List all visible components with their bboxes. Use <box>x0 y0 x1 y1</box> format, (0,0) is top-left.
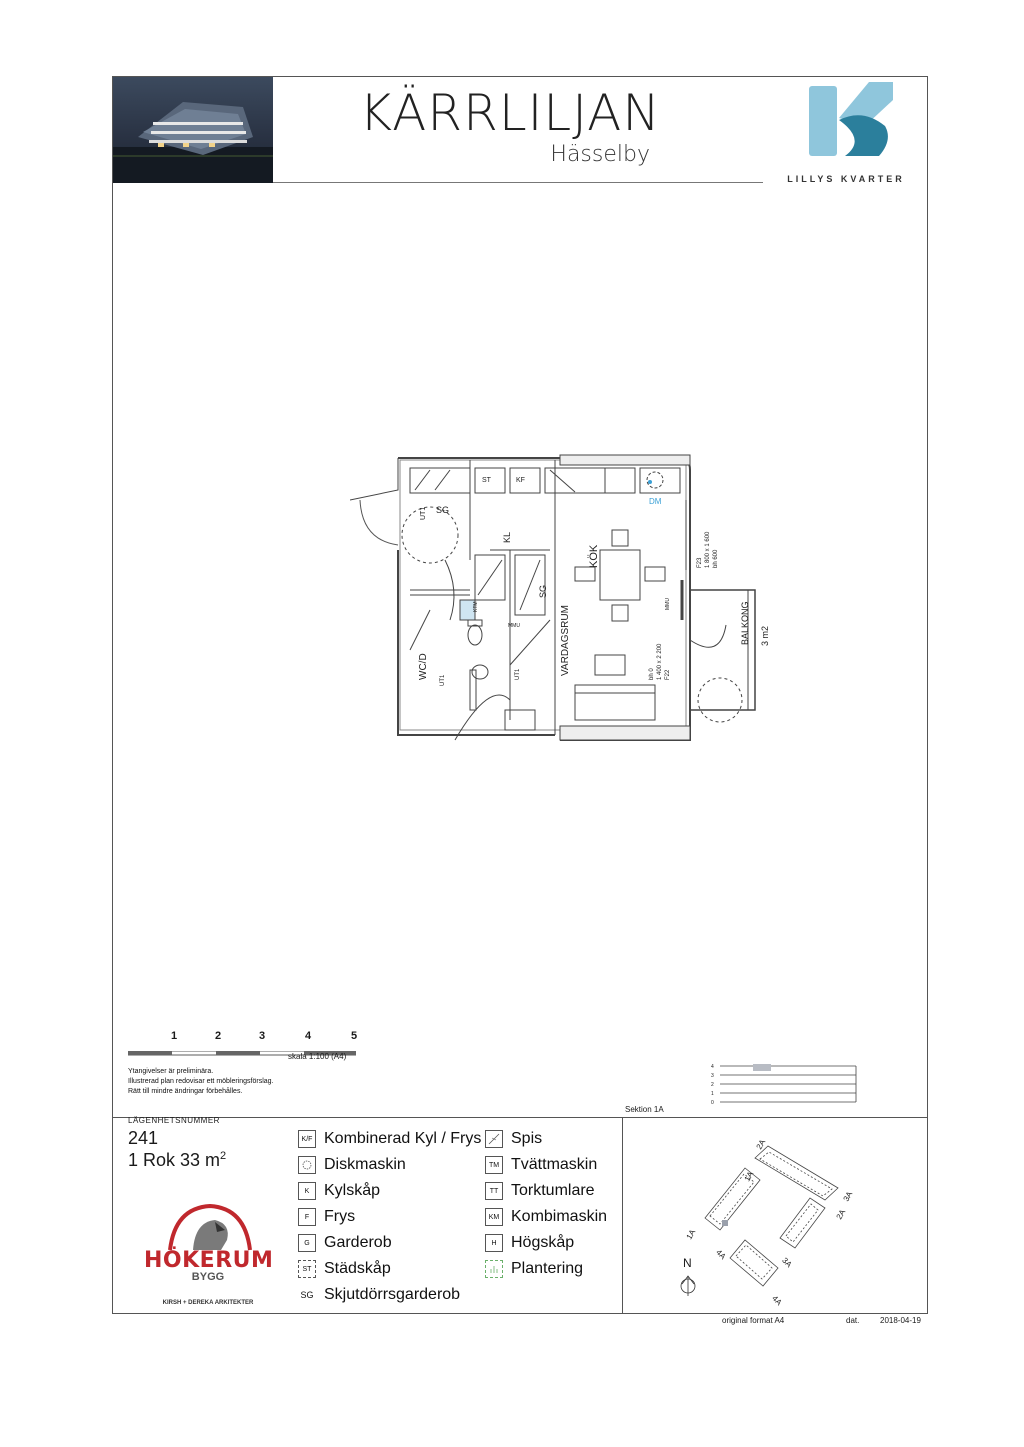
legend-code: ST <box>298 1260 316 1278</box>
legend-label: Kombimaskin <box>511 1208 608 1225</box>
legend-item <box>298 1154 406 1176</box>
legend-code: TT <box>485 1182 503 1200</box>
room-living: VARDAGSRUM <box>560 605 571 676</box>
section-marker: 1A <box>684 1228 698 1241</box>
location-subtitle: Hässelby <box>550 142 650 167</box>
legend-label: Diskmaskin <box>324 1156 406 1173</box>
legend-item <box>485 1232 574 1254</box>
legend-code: TM <box>485 1156 503 1174</box>
code-kl: KL <box>502 531 512 543</box>
legend-item <box>298 1206 355 1228</box>
section-label: Sektion 1A <box>625 1105 664 1114</box>
legend-item <box>485 1154 597 1176</box>
scale-tick: 1 <box>171 1030 178 1042</box>
scale-label: skala 1:100 (A4) <box>288 1052 347 1061</box>
building-photo <box>113 77 273 183</box>
section-diagram <box>708 1062 858 1108</box>
balcony-area: 3 m2 <box>760 625 770 646</box>
legend-label: Plantering <box>511 1260 584 1277</box>
code-mmu-top: MMU <box>508 623 520 629</box>
legend-item <box>485 1258 583 1280</box>
code-ktm: KTM <box>473 601 479 612</box>
builder-name: HÖKERUM <box>144 1248 274 1273</box>
code-dm: DM <box>649 497 662 506</box>
code-ut1-top: UT1 <box>420 506 427 520</box>
legend-code: SG <box>298 1286 316 1304</box>
date-value: 2018-04-19 <box>880 1316 921 1325</box>
date-label: dat. <box>846 1316 860 1325</box>
window-spec-line: F23 <box>697 557 703 568</box>
scale-tick: 4 <box>305 1030 312 1042</box>
section-marker: 2A <box>754 1138 768 1151</box>
legend-label: Kombinerad Kyl / Frys <box>324 1130 482 1147</box>
legend-item <box>298 1284 460 1306</box>
legend-code: H <box>485 1234 503 1252</box>
code-ut1-mid: UT1 <box>515 668 521 680</box>
legend-code: K <box>298 1182 316 1200</box>
note-line: Rätt till mindre ändringar förbehålles. <box>128 1088 243 1095</box>
room-wc: WC/D <box>418 653 429 680</box>
info-vertical-divider <box>622 1117 623 1314</box>
legend-item <box>298 1258 391 1280</box>
section-marker: 4A <box>770 1293 784 1308</box>
legend-item <box>485 1206 607 1228</box>
floor-label: 1 <box>711 1091 714 1097</box>
apartment-heading: LÄGENHETSNUMMER <box>128 1116 220 1125</box>
legend-item <box>298 1180 380 1202</box>
scale-tick: 5 <box>351 1030 358 1042</box>
section-marker: 4A <box>714 1247 728 1262</box>
project-title: KÄRRLILJAN <box>359 84 661 142</box>
original-format: original format A4 <box>722 1316 785 1325</box>
window-spec-line: 1 800 x 1 600 <box>705 531 711 568</box>
legend-label: Garderob <box>324 1234 392 1251</box>
door-spec-line: bh 0 <box>649 668 655 680</box>
code-mmu-side: MMU <box>665 598 671 610</box>
legend-label: Spis <box>511 1130 543 1147</box>
legend-label: Högskåp <box>511 1234 575 1251</box>
note-line: Illustrerad plan redovisar ett möbleringsförslag. <box>128 1078 274 1085</box>
code-sg-mid: SG <box>538 584 548 598</box>
floor-label: 4 <box>711 1064 714 1070</box>
section-marker: 1A <box>742 1170 756 1183</box>
legend-code: KM <box>485 1208 503 1226</box>
lillys-kvarter-logo <box>805 78 895 160</box>
code-ut1-wc: UT1 <box>440 674 446 686</box>
north-label: N <box>683 1256 692 1270</box>
scale-tick: 3 <box>259 1030 266 1042</box>
apartment-number: 241 <box>128 1128 159 1148</box>
dishwasher-icon <box>298 1156 316 1174</box>
section-marker: 2A <box>834 1208 848 1221</box>
legend-item <box>298 1232 392 1254</box>
window-spec-line: bh 600 <box>713 549 719 568</box>
brand-name: LILLYS KVARTER <box>787 174 905 184</box>
room-balcony: BALKONG <box>740 601 750 645</box>
legend-code: F <box>298 1208 316 1226</box>
section-floor-labels <box>711 1063 714 1108</box>
plant-icon <box>485 1260 503 1278</box>
legend-label: Skjutdörrsgarderob <box>324 1286 461 1303</box>
builder-sub: BYGG <box>191 1271 225 1283</box>
legend-item <box>485 1180 595 1202</box>
header-divider <box>273 182 763 183</box>
door-spec-line: 1 400 x 2 200 <box>657 643 663 680</box>
legend-label: Kylskåp <box>324 1182 381 1199</box>
legend-item <box>298 1128 481 1150</box>
apartment-size <box>128 1150 226 1171</box>
apartment-size-exponent: 2 <box>220 1150 227 1162</box>
site-plan <box>660 1128 920 1308</box>
info-divider <box>113 1117 928 1118</box>
floor-label: 2 <box>711 1082 714 1088</box>
section-marker: 3A <box>780 1255 794 1270</box>
apartment-size-text: 1 Rok 33 m <box>128 1150 221 1170</box>
scale-tick: 2 <box>215 1030 222 1042</box>
door-spec-line: F22 <box>665 669 671 680</box>
floor-label: 0 <box>711 1100 714 1106</box>
code-kf: KF <box>516 477 525 484</box>
scale-bar <box>128 1044 356 1048</box>
legend-label: Frys <box>324 1208 356 1225</box>
section-marker: 3A <box>841 1190 855 1203</box>
legend-code: G <box>298 1234 316 1252</box>
legend-label: Städskåp <box>324 1260 391 1277</box>
legend-item <box>485 1128 542 1150</box>
architect-name: KIRSH + DEREKA ARKITEKTER <box>162 1300 254 1306</box>
legend-label: Torktumlare <box>511 1182 595 1199</box>
room-kitchen: KÖK <box>588 544 600 568</box>
code-st: ST <box>482 477 491 484</box>
code-sg-top: SG <box>436 505 450 515</box>
door-balcony-spec <box>648 644 672 680</box>
legend-code: K/F <box>298 1130 316 1148</box>
note-line: Ytangivelser är preliminära. <box>128 1068 214 1075</box>
legend-label: Tvättmaskin <box>511 1156 598 1173</box>
floor-label: 3 <box>711 1073 714 1079</box>
stove-icon <box>485 1130 503 1148</box>
window-right-spec <box>696 532 720 568</box>
floor-plan <box>350 450 770 750</box>
